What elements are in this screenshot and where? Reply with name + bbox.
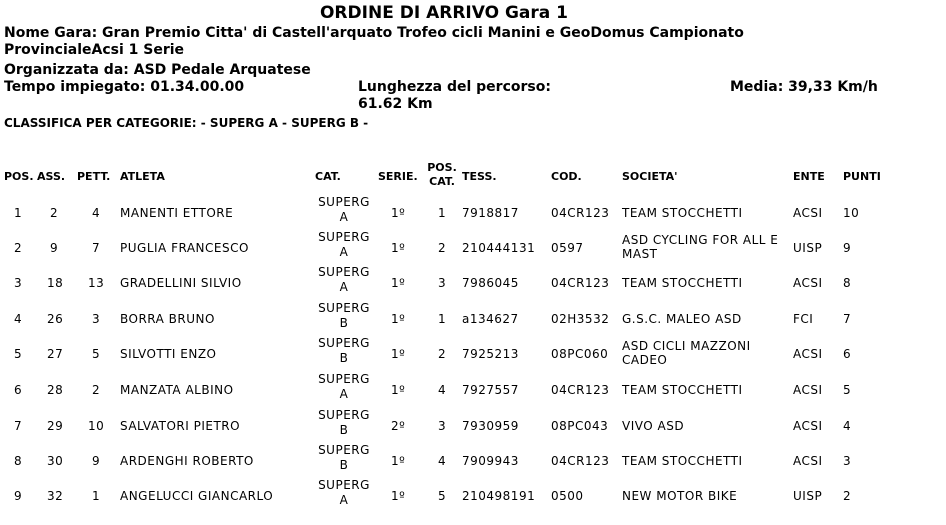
cell-ass: 32 xyxy=(47,489,64,503)
cell-cod: 08PC043 xyxy=(551,419,609,433)
header-tess: TESS. xyxy=(462,170,497,183)
cell-ente: UISP xyxy=(793,241,823,255)
cell-pos: 1 xyxy=(14,206,23,220)
cell-societa: VIVO ASD xyxy=(622,419,685,433)
cell-ente: FCI xyxy=(793,312,814,326)
classifica-categories: CLASSIFICA PER CATEGORIE: - SUPERG A - SUPERG B - xyxy=(4,116,369,130)
table-row xyxy=(0,441,946,476)
cell-pett: 4 xyxy=(92,206,101,220)
cell-cod: 04CR123 xyxy=(551,383,610,397)
cell-serie: 1º xyxy=(391,383,406,397)
cell-ente: ACSI xyxy=(793,206,823,220)
cell-ente: ACSI xyxy=(793,454,823,468)
cell-serie: 1º xyxy=(391,347,406,361)
cell-atleta: GRADELLINI SILVIO xyxy=(120,276,242,290)
cell-pos-cat: 1 xyxy=(438,312,447,326)
header-cod: COD. xyxy=(551,170,582,183)
cell-serie: 1º xyxy=(391,276,406,290)
cell-punti: 7 xyxy=(843,312,852,326)
table-row xyxy=(0,193,946,228)
cell-ass: 28 xyxy=(47,383,64,397)
time-taken: Tempo impiegato: 01.34.00.00 xyxy=(4,79,245,95)
cell-pos-cat: 3 xyxy=(438,419,447,433)
cell-tess: a134627 xyxy=(462,312,519,326)
cell-ente: ACSI xyxy=(793,383,823,397)
cell-punti: 2 xyxy=(843,489,852,503)
cell-pos-cat: 2 xyxy=(438,347,447,361)
table-row xyxy=(0,334,946,369)
cell-tess: 210444131 xyxy=(462,241,536,255)
cell-serie: 1º xyxy=(391,241,406,255)
table-row xyxy=(0,406,946,441)
header-pett: PETT. xyxy=(77,170,111,183)
cell-serie: 1º xyxy=(391,206,406,220)
cell-atleta: ANGELUCCI GIANCARLO xyxy=(120,489,274,503)
cell-ente: ACSI xyxy=(793,276,823,290)
cell-pos-cat: 1 xyxy=(438,206,447,220)
cell-tess: 7930959 xyxy=(462,419,519,433)
cell-atleta: SALVATORI PIETRO xyxy=(120,419,241,433)
header-cat: CAT. xyxy=(315,170,341,183)
header-punti: PUNTI xyxy=(843,170,881,183)
cell-ente: ACSI xyxy=(793,419,823,433)
cell-ass: 27 xyxy=(47,347,64,361)
cell-serie: 1º xyxy=(391,489,406,503)
cell-tess: 7927557 xyxy=(462,383,519,397)
cell-pos: 9 xyxy=(14,489,23,503)
cell-cat: SUPERG B xyxy=(318,336,370,365)
distance xyxy=(358,79,598,113)
cell-punti: 3 xyxy=(843,454,852,468)
cell-cod: 0597 xyxy=(551,241,584,255)
cell-serie: 1º xyxy=(391,312,406,326)
table-row xyxy=(0,476,946,511)
cell-tess: 7918817 xyxy=(462,206,519,220)
cell-tess: 7909943 xyxy=(462,454,519,468)
cell-serie: 2º xyxy=(391,419,406,433)
cell-cod: 08PC060 xyxy=(551,347,609,361)
cell-societa: TEAM STOCCHETTI xyxy=(622,383,743,397)
cell-ass: 29 xyxy=(47,419,64,433)
distance-value: 61.62 Km xyxy=(358,96,433,112)
cell-cod: 04CR123 xyxy=(551,206,610,220)
cell-atleta: ARDENGHI ROBERTO xyxy=(120,454,254,468)
cell-cod: 0500 xyxy=(551,489,584,503)
cell-cat: SUPERG A xyxy=(318,265,370,294)
cell-atleta: BORRA BRUNO xyxy=(120,312,215,326)
cell-pett: 1 xyxy=(92,489,101,503)
cell-atleta: MANENTI ETTORE xyxy=(120,206,234,220)
table-row xyxy=(0,263,946,298)
cell-cod: 04CR123 xyxy=(551,454,610,468)
cell-ass: 30 xyxy=(47,454,64,468)
cell-cat: SUPERG A xyxy=(318,230,370,259)
cell-pos: 4 xyxy=(14,312,23,326)
cell-pos-cat: 5 xyxy=(438,489,447,503)
cell-punti: 4 xyxy=(843,419,852,433)
cell-cat: SUPERG A xyxy=(318,195,370,224)
cell-tess: 7986045 xyxy=(462,276,519,290)
cell-pett: 10 xyxy=(88,419,105,433)
cell-tess: 210498191 xyxy=(462,489,536,503)
cell-pos: 3 xyxy=(14,276,23,290)
cell-pett: 5 xyxy=(92,347,101,361)
cell-cat: SUPERG A xyxy=(318,478,370,507)
cell-pos: 6 xyxy=(14,383,23,397)
cell-pett: 9 xyxy=(92,454,101,468)
cell-pett: 3 xyxy=(92,312,101,326)
cell-ente: ACSI xyxy=(793,347,823,361)
header-ass: ASS. xyxy=(37,170,66,183)
page-title: ORDINE DI ARRIVO Gara 1 xyxy=(319,3,568,23)
cell-ass: 2 xyxy=(50,206,59,220)
cell-ass: 26 xyxy=(47,312,64,326)
cell-pos: 2 xyxy=(14,241,23,255)
cell-atleta: MANZATA ALBINO xyxy=(120,383,234,397)
table-row xyxy=(0,299,946,334)
race-name-line2: ProvincialeAcsi 1 Serie xyxy=(4,42,185,58)
cell-punti: 10 xyxy=(843,206,860,220)
cell-ente: UISP xyxy=(793,489,823,503)
cell-pos: 8 xyxy=(14,454,23,468)
cell-pos: 7 xyxy=(14,419,23,433)
cell-pos: 5 xyxy=(14,347,23,361)
cell-societa: ASD CICLI MAZZONI CADEO xyxy=(622,339,751,367)
cell-societa: G.S.C. MALEO ASD xyxy=(622,312,742,326)
cell-pos-cat: 2 xyxy=(438,241,447,255)
cell-pos-cat: 4 xyxy=(438,454,447,468)
cell-punti: 5 xyxy=(843,383,852,397)
header-atleta: ATLETA xyxy=(120,170,165,183)
cell-atleta: PUGLIA FRANCESCO xyxy=(120,241,249,255)
cell-societa: ASD CYCLING FOR ALL E MAST xyxy=(622,233,779,261)
cell-cat: SUPERG A xyxy=(318,372,370,401)
cell-cat: SUPERG B xyxy=(318,443,370,472)
cell-societa: NEW MOTOR BIKE xyxy=(622,489,738,503)
cell-pos-cat: 3 xyxy=(438,276,447,290)
cell-ass: 9 xyxy=(50,241,59,255)
cell-societa: TEAM STOCCHETTI xyxy=(622,206,743,220)
table-row xyxy=(0,228,946,263)
cell-pos-cat: 4 xyxy=(438,383,447,397)
cell-serie: 1º xyxy=(391,454,406,468)
cell-cod: 02H3532 xyxy=(551,312,610,326)
cell-punti: 8 xyxy=(843,276,852,290)
header-pos: POS. xyxy=(4,170,34,183)
cell-societa: TEAM STOCCHETTI xyxy=(622,454,743,468)
cell-cat: SUPERG B xyxy=(318,408,370,437)
distance-label: Lunghezza del percorso: xyxy=(358,79,551,95)
cell-cod: 04CR123 xyxy=(551,276,610,290)
race-name-line1: Nome Gara: Gran Premio Citta' di Castell'arquato Trofeo cicli Manini e GeoDomus Campionato xyxy=(4,25,744,41)
table-row xyxy=(0,370,946,405)
cell-atleta: SILVOTTI ENZO xyxy=(120,347,217,361)
cell-pett: 7 xyxy=(92,241,101,255)
average-speed: Media: 39,33 Km/h xyxy=(730,79,878,95)
cell-punti: 9 xyxy=(843,241,852,255)
cell-punti: 6 xyxy=(843,347,852,361)
cell-ass: 18 xyxy=(47,276,64,290)
header-societa: SOCIETA' xyxy=(622,170,678,183)
cell-pett: 13 xyxy=(88,276,105,290)
cell-cat: SUPERG B xyxy=(318,301,370,330)
header-pos-cat: POS. CAT. xyxy=(427,161,457,188)
cell-pett: 2 xyxy=(92,383,101,397)
header-serie: SERIE. xyxy=(378,170,418,183)
header-ente: ENTE xyxy=(793,170,825,183)
cell-societa: TEAM STOCCHETTI xyxy=(622,276,743,290)
organizer: Organizzata da: ASD Pedale Arquatese xyxy=(4,62,311,78)
cell-tess: 7925213 xyxy=(462,347,519,361)
